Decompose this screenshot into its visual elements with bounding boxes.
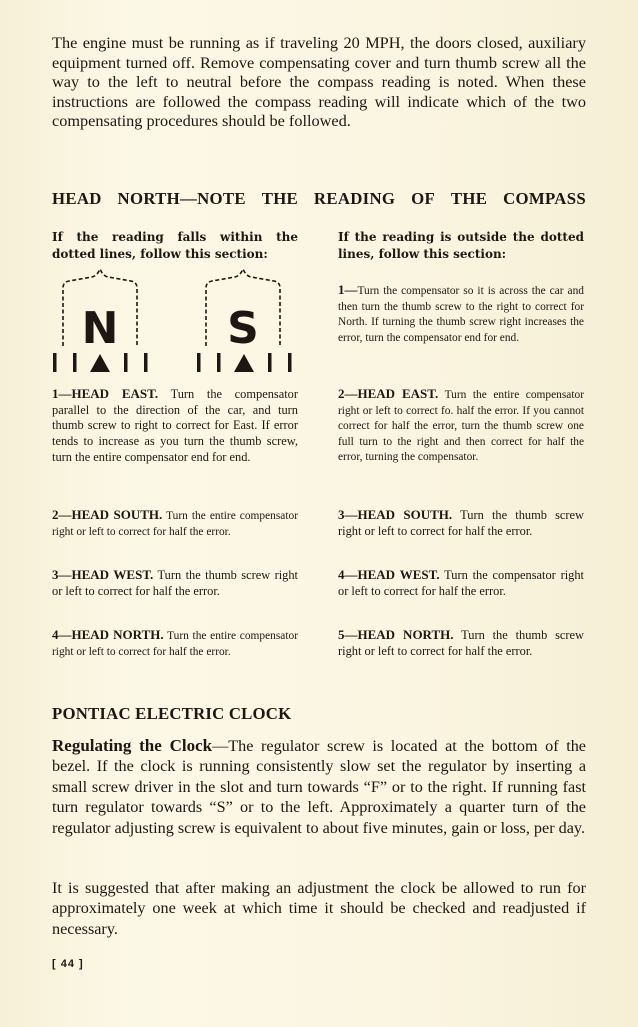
- step-text: Turn the entire compensator right or left to correct for half the error.: [52, 510, 298, 538]
- heading-word: THE: [261, 189, 299, 208]
- clock-regulating-paragraph: [52, 736, 586, 838]
- step-lead: 1—: [338, 282, 358, 297]
- heading-word: COMPASS: [503, 189, 586, 208]
- right-step-3: [338, 507, 584, 539]
- step-lead: 4—HEAD NORTH.: [52, 627, 164, 642]
- step-text: Turn the compensator right or left to correct for half the error.: [338, 568, 584, 598]
- compass-section-heading: [52, 189, 586, 209]
- step-text: Turn the compensator parallel to the direction of the car, and turn thumb screw to right to correct for East. If error tends to increase as you turn the thumb screw, turn the entire compensator end for end.: [52, 387, 298, 464]
- paragraph-text: —The regulator screw is located at the bottom of the bezel. If the clock is running consistently slow set the regulator by inserting a small screw driver in the slot and turn towards “F” or to the right. If running fast turn regulator towards “S” or to the left. Approximately a quarter turn of the regulator adjusting screw is equivalent to about five minutes, gain or loss, per day.: [52, 737, 586, 837]
- step-text: Turn the entire compensator right or left to correct for half the error.: [52, 630, 298, 658]
- right-step-2: [338, 386, 584, 466]
- left-step-2: [52, 507, 298, 540]
- step-text: Turn the thumb screw right or left to correct for half the error.: [338, 628, 584, 658]
- right-column-header-block: [338, 229, 584, 262]
- left-column-header-block: [52, 229, 298, 262]
- compass-dial-icon: [50, 266, 160, 374]
- step-lead: 1—HEAD EAST.: [52, 386, 159, 401]
- intro-paragraph: The engine must be running as if traveling 20 MPH, the doors closed, auxiliary equipment turned off. Remove compensating cover and turn thumb screw all the way to the left to neutral before the compass reading is noted. When these instructions are followed the compass reading will indicate which of the two compensating procedures should be followed.: [52, 33, 586, 131]
- heading-word: OF: [411, 189, 436, 208]
- heading-word: READING: [313, 189, 396, 208]
- step-text: Turn the thumb screw right or left to correct for half the error.: [52, 568, 299, 598]
- compass-dial-icon: [190, 266, 300, 374]
- step-lead: 2—HEAD SOUTH.: [52, 507, 163, 522]
- right-step-5: [338, 627, 584, 659]
- page-number: [ 44 ]: [52, 958, 84, 970]
- left-step-3: [52, 567, 298, 599]
- compass-north-diagram: [50, 266, 160, 374]
- left-step-4: [52, 627, 298, 660]
- right-step-4: [338, 567, 584, 599]
- compass-south-diagram: [190, 266, 300, 374]
- intro-block: [52, 33, 586, 131]
- step-lead: 3—HEAD SOUTH.: [338, 507, 453, 522]
- right-column-header: If the reading is outside the dotted lines, follow this section:: [338, 230, 584, 261]
- heading-word: NORTH—NOTE: [117, 189, 246, 208]
- right-step-1: [338, 282, 584, 346]
- clock-adjustment-paragraph: It is suggested that after making an adjustment the clock be allowed to run for approximately one week at which time it should be checked and readjusted if necessary.: [52, 879, 586, 938]
- heading-word: THE: [450, 189, 488, 208]
- step-lead: 3—HEAD WEST.: [52, 567, 154, 582]
- step-text: Turn the thumb screw right or left to correct for half the error.: [338, 508, 584, 538]
- step-lead: 4—HEAD WEST.: [338, 567, 440, 582]
- left-column-header: If the reading falls within the dotted lines, follow this section:: [52, 230, 298, 261]
- clock-section-heading: PONTIAC ELECTRIC CLOCK: [52, 704, 292, 723]
- svg-text:S: S: [227, 303, 259, 354]
- step-lead: 5—HEAD NORTH.: [338, 627, 454, 642]
- step-text: Turn the entire compensator right or left to correct fo. half the error. If you cannot correct for half the error, turn the thumb screw one full turn to the right and then correct for half the error, turning the compensator.: [338, 389, 584, 464]
- heading-word: HEAD: [52, 189, 102, 208]
- step-lead: 2—HEAD EAST.: [338, 386, 439, 401]
- svg-text:N: N: [81, 303, 119, 354]
- left-step-1: [52, 386, 298, 466]
- step-text: Turn the compensator so it is across the car and then turn the thumb screw to the right to correct for North. If turning the thumb screw right increases the error, turn the compensator end for end.: [338, 285, 584, 344]
- paragraph-lead: Regulating the Clock: [52, 736, 213, 755]
